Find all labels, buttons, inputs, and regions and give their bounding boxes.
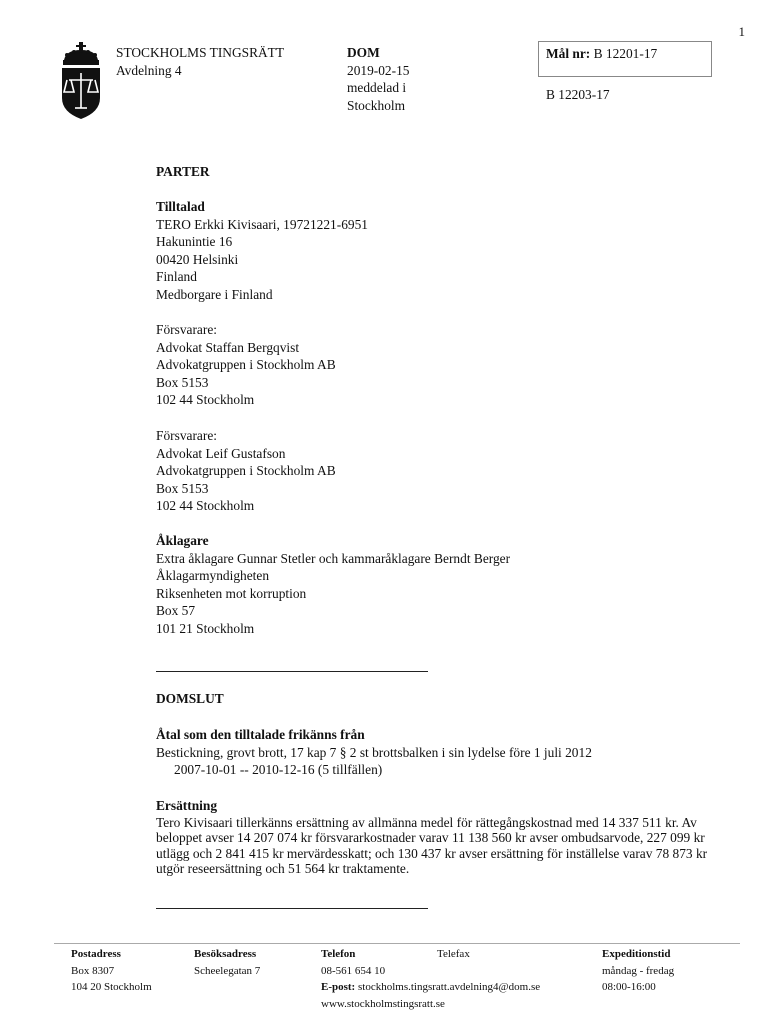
hours-label: Expeditionstid <box>602 948 671 960</box>
case-number-2: B 12203-17 <box>546 87 610 102</box>
prosecutor-label: Åklagare <box>156 533 209 548</box>
footer-hours <box>602 946 674 996</box>
document-header <box>347 44 409 114</box>
counsel-2-line: Advokatgruppen i Stockholm AB <box>156 463 336 478</box>
defendant-line: Hakunintie 16 <box>156 234 233 249</box>
compensation-block <box>156 797 726 877</box>
defendant-label: Tilltalad <box>156 199 205 214</box>
prosecutor-line: Åklagarmyndigheten <box>156 568 270 583</box>
prosecutor-line: Box 57 <box>156 603 196 618</box>
compensation-text: Tero Kivisaari tillerkänns ersättning av allmänna medel för rättegångskostnad med 14 337 511 kr. Av beloppet avser 14 207 074 kr försvararkostnader varav 11 138 560 kr avser ombudsarvode, 227 099 kr utlägg och 2 841 415 kr mervärdesskatt; och 130 437 kr avser ersättning för inställelse varav 78 873 kr utgör reseersättning och 51 564 kr traktamente. <box>156 814 708 876</box>
case-number-box <box>538 41 712 77</box>
defendant-line: Medborgare i Finland <box>156 286 273 302</box>
defendant-line: Finland <box>156 269 197 284</box>
fax-label: Telefax <box>437 948 470 960</box>
court-header <box>116 44 284 79</box>
document-date: 2019-02-15 <box>347 62 410 78</box>
department: Avdelning 4 <box>116 62 182 78</box>
email-label: E-post: <box>321 981 356 993</box>
hours-line: måndag - fredag <box>602 964 675 977</box>
prosecutor-block <box>156 532 510 637</box>
compensation-heading: Ersättning <box>156 798 218 813</box>
acquittal-block <box>156 726 592 779</box>
document-type: DOM <box>347 45 380 60</box>
postal-label: Postadress <box>71 948 121 960</box>
counsel-2-line: 102 44 Stockholm <box>156 498 255 513</box>
footer-visit <box>194 946 260 979</box>
counsel-1-line: Advokat Staffan Bergqvist <box>156 339 300 355</box>
counsel-1-line: 102 44 Stockholm <box>156 392 255 407</box>
counsel-1-line: Försvarare: <box>156 322 217 337</box>
defendant-line: 00420 Helsinki <box>156 251 239 267</box>
announced-line-1: meddelad i <box>347 80 407 95</box>
phone-value: 08-561 654 10 <box>321 964 386 977</box>
defendant-line: TERO Erkki Kivisaari, 19721221-6951 <box>156 216 368 232</box>
prosecutor-line: Extra åklagare Gunnar Stetler och kammaråklagare Berndt Berger <box>156 550 511 566</box>
counsel-2-line: Advokat Leif Gustafson <box>156 445 286 461</box>
divider-line <box>156 908 428 909</box>
court-crest-logo <box>58 42 104 120</box>
website-link[interactable]: www.stockholmstingsratt.se <box>321 997 445 1010</box>
acquittal-heading: Åtal som den tilltalade frikänns från <box>156 727 365 742</box>
counsel-1-line: Box 5153 <box>156 374 209 390</box>
footer-postal <box>71 946 152 996</box>
postal-line: Box 8307 <box>71 964 115 977</box>
announced-line-2: Stockholm <box>347 97 406 113</box>
counsel-2-block <box>156 427 336 515</box>
phone-label: Telefon <box>321 948 356 960</box>
divider-line <box>156 671 428 672</box>
visit-label: Besöksadress <box>194 948 257 960</box>
counsel-2-line: Box 5153 <box>156 480 209 496</box>
case-label: Mål nr: <box>546 46 591 61</box>
court-name: STOCKHOLMS TINGSRÄTT <box>116 45 285 60</box>
counsel-1-block <box>156 321 336 409</box>
defendant-block <box>156 198 368 303</box>
footer-contact <box>321 946 540 1012</box>
counsel-1-line: Advokatgruppen i Stockholm AB <box>156 357 336 372</box>
prosecutor-line: Riksenheten mot korruption <box>156 585 307 601</box>
domslut-heading: DOMSLUT <box>156 691 224 706</box>
email-link[interactable]: stockholms.tingsratt.avdelning4@dom.se <box>357 981 541 993</box>
acquittal-charge: Bestickning, grovt brott, 17 kap 7 § 2 st brottsbalken i sin lydelse före 1 juli 2012 <box>156 744 592 760</box>
hours-line: 08:00-16:00 <box>602 981 656 993</box>
parter-heading: PARTER <box>156 164 210 179</box>
prosecutor-line: 101 21 Stockholm <box>156 620 255 636</box>
page-number: 1 <box>738 24 745 39</box>
footer-divider <box>54 943 740 944</box>
case-number: B 12201-17 <box>593 46 658 61</box>
postal-line: 104 20 Stockholm <box>71 981 152 993</box>
acquittal-period: 2007-10-01 -- 2010-12-16 (5 tillfällen) <box>174 762 383 777</box>
visit-line: Scheelegatan 7 <box>194 964 261 977</box>
counsel-2-line: Försvarare: <box>156 428 217 443</box>
